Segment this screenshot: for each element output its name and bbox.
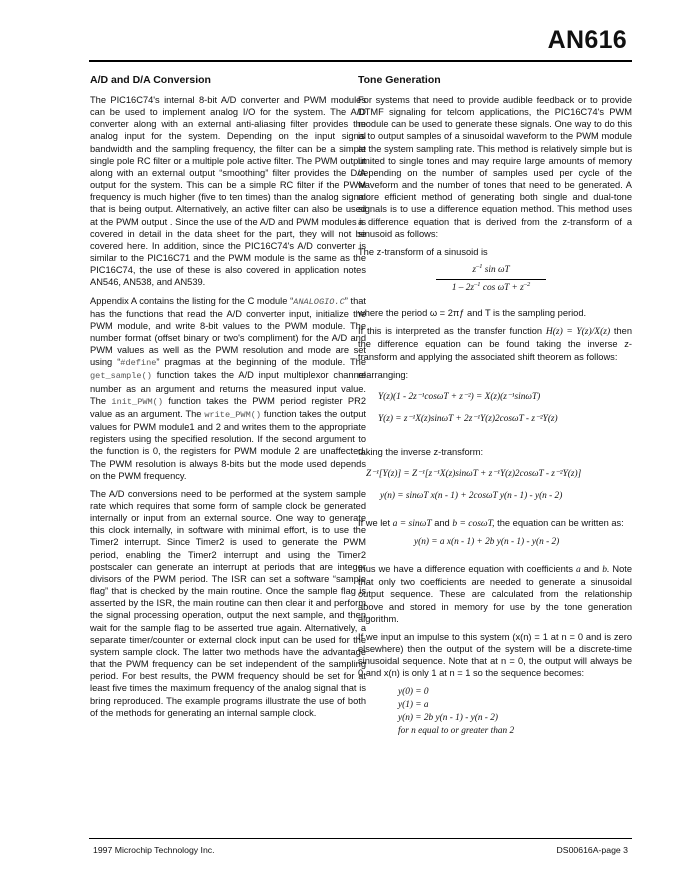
code-filename: ANALOGIO.C <box>293 296 345 307</box>
text-run: function takes the A/D input multiplexor channel number as an argument and returns the measured input value. The <box>90 370 366 406</box>
text-run: the equation can be written as: <box>494 517 624 528</box>
code-init-pwm: init_PWM() <box>111 396 163 407</box>
section-heading-ad-da: A/D and D/A Conversion <box>90 74 211 86</box>
difference-equation: y(n) = a x(n - 1) + 2b y(n - 1) - y(n - 2) <box>414 537 560 548</box>
text-run: and <box>580 564 603 575</box>
text-run: function takes the output values for PWM module1 and 2 and writes them to the appropriate registers using the specified resolution. If the second argument to the function is 0, the registers for PWM module 2 are unaffected. The PWM resolution is always 8-bits but the mode used depends on the PWM frequency. <box>90 408 366 481</box>
paragraph <box>358 325 632 362</box>
left-column <box>90 74 366 725</box>
equation: Z⁻¹[Y(z)] = Z⁻¹[z⁻¹X(z)sinωT + z⁻¹Y(z)2cosωT - z⁻²Y(z)] <box>366 468 582 479</box>
denominator-text: cos ωT + z <box>482 283 524 294</box>
numerator-text: sin ωT <box>484 265 510 276</box>
text-run: thus we have a difference equation with coefficients <box>358 564 576 575</box>
equation: Y(z) = z⁻¹X(z)sinωT + 2z⁻¹Y(z)2cosωT - z⁻²Y(z) <box>378 413 558 424</box>
equation: Y(z)(1 - 2z⁻¹cosωT + z⁻²) = X(z)(z⁻¹sinωT) <box>378 391 541 402</box>
paragraph: The PIC16C74's internal 8-bit A/D converter and PWM modules can be used to implement analog I/O for the system. The A/D converter along with an external anti-aliasing filter provides the analog input for the system. Depending on the input signal bandwidth and the sampling frequency, the filter can be a simple single pole RC filter or a multiple pole active filter. The PWM output along with an external output “smoothing” filter provides the D/A output for the system. This can be a simple RC filter if the PWM frequency is much higher (five to ten times) than the analog signal that is being output. Alternatively, an active filter can also be used at the PWM output . Since the use of the A/D and PWM modules is covered in detail in the data sheet for the part, they will not be covered here. In addition, since the PIC16C74's A/D converter is similar to the PIC16C71 and the PWM module is the same as the PIC16C74, the use of these is also covered in application notes AN546, AN538, and AN539. <box>90 95 366 288</box>
paragraph: If we input an impulse to this system (x(n) = 1 at n = 0 and is zero elsewhere) then the output of the system will be a discrete-time sinusoidal sequence. Note that at n = 0, the output will always be 0 and x(n) is only 1 at n = 1 so the sequence becomes: <box>358 631 632 679</box>
sequence-line: y(0) = 0 <box>398 686 429 697</box>
sequence-line: y(n) = 2b y(n - 1) - y(n - 2) <box>398 712 498 723</box>
text-run: Appendix A contains the listing for the C module “ <box>90 295 294 306</box>
paragraph <box>90 295 366 482</box>
sequence-line: y(1) = a <box>398 699 429 710</box>
text-run: Note that only two coefficients are needed to generate a sinusoidal output sequence. These are calculated from the relationship above and stored in memory for use by the tone generation algorithm. <box>358 564 632 624</box>
coefficient-a: a <box>575 565 581 576</box>
fraction-numerator: $z^{-1}$ sin ωT <box>436 264 546 280</box>
coefficient-a: a = sinωT <box>392 518 432 529</box>
document-title: AN616 <box>547 26 627 54</box>
transfer-function: H(z) = Y(z)/X(z) <box>545 327 611 338</box>
code-define: #define <box>120 358 157 369</box>
text-run: If this is interpreted as the transfer function <box>358 326 546 337</box>
coefficient-b: b. <box>602 565 610 576</box>
text-run: ” that has the functions that read the A/D converter input, initialize the PWM module, and write 8-bit values to the PWM module. The number format (offset binary or two's compliment) for the A/D and PWM values as well as the PWM resolution and mode are set using “ <box>90 295 366 368</box>
denominator-text: 1 – 2z <box>451 283 475 294</box>
code-get-sample: get_sample() <box>90 371 152 382</box>
paragraph: The z-transform of a sinusoid is <box>358 246 488 257</box>
footer-page-number: DS00616A-page 3 <box>556 845 628 855</box>
ztransform-fraction <box>436 264 546 295</box>
sequence-list <box>398 686 632 738</box>
text-run: then the difference equation can be found taking the inverse z-transform and applying the associated shift theorem as follows: <box>358 326 633 362</box>
text-run: ” pragmas at the beginning of the module. The <box>156 357 366 368</box>
text-run: function takes the PWM period register PR2 value as an argument. The <box>90 395 366 419</box>
paragraph: The A/D conversions need to be performed at the system sample rate which requires that some form of sample clock be generated internally or input from an external source. One way to generate this clock internally, in software with minimal effort, is to use the Timer2 interrupt. Since Timer2 is used to generate the PWM period, enabling the Timer2 interrupt and using the Timer2 postscaler can generate an interrupt at periods that are integer divisors of the PWM period. The ISR can set a software “sample flag” that is checked by the main routine. Once the sample flag is asserted by the ISR, the main routine can then clear it and perform the signal processing operation, output the next sample, and then wait for the sample flag to be asserted true again. Alternatively, a separate timer/counter or external clock input can be used for the system sample clock. The latter two methods have the advantage that the PWM frequency can be set independent of the sampling period. For best results, the PWM frequency should be set for at least five times the maximum frequency of the analog signal that is bring reproduced. The example programs illustrate the use of both of the methods for generating an internal sample clock. <box>90 488 366 718</box>
right-column <box>358 74 632 738</box>
footer-copyright: 1997 Microchip Technology Inc. <box>93 845 215 855</box>
header-divider <box>89 60 632 62</box>
equation-block-rearranged <box>378 391 632 426</box>
section-heading-tone-generation: Tone Generation <box>358 74 441 86</box>
fraction-denominator: $1 - 2z^{-1}$ $\cos \omega T + z^{-2}$ <box>451 281 531 294</box>
paragraph: taking the inverse z-transform: <box>358 446 484 457</box>
coefficient-b: b = cosωT, <box>452 518 495 529</box>
paragraph <box>358 563 632 625</box>
equation: y(n) = sinωT x(n - 1) + 2cosωT y(n - 1) - y(n - 2) <box>380 490 563 501</box>
text-run: and <box>431 517 453 528</box>
text-run: If we let <box>358 517 393 528</box>
paragraph: where the period ω = 2πƒ and T is the sampling period. <box>358 308 587 319</box>
footer-divider <box>89 838 632 839</box>
sequence-line: for n equal to or greater than 2 <box>398 725 515 736</box>
code-write-pwm: write_PWM() <box>204 409 262 420</box>
equation-block-inverse <box>366 468 632 503</box>
paragraph: rearranging: <box>358 369 409 380</box>
paragraph: For systems that need to provide audible feedback or to provide DTMF signaling for telcom applications, the PIC16C74's PWM module can be used to generate these signals. One way to do this is to output samples of a sinusoidal waveform to the PWM module at the system sampling rate. This method is relatively simple but is limited to single tones and may require large amounts of memory depending on the number of samples used per cycle of the waveform and the number of tones that need to be generated. A more efficient method of generating both single and dual-tone signals is to use a difference equation method. This method uses a difference equation that is derived from the z-transform of a sinusoid as follows: <box>358 95 632 239</box>
paragraph <box>358 517 632 530</box>
